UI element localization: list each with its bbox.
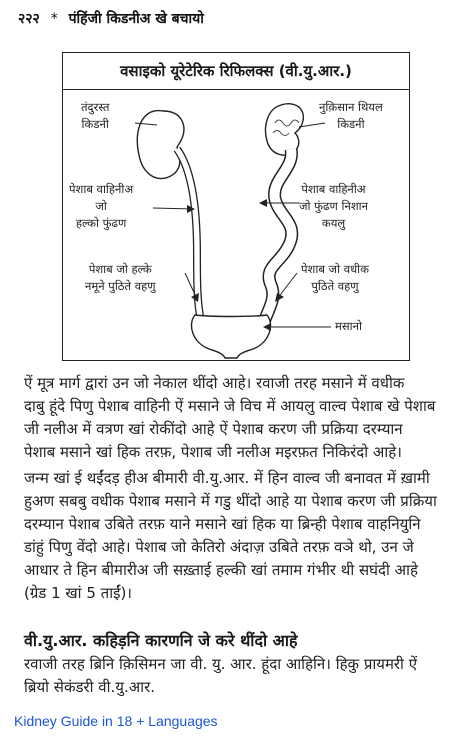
label-reflux-severe: पेशाब जो वधीक पुठिते वहणु	[301, 262, 369, 293]
header-separator: *	[50, 11, 58, 27]
section-heading: वी.यु.आर. कहिड़नि कारणनि जे करे थींदो आहे	[24, 631, 298, 650]
figure-title: वसाइको यूरेटेरिक रिफिलक्स (वी.यु.आर.)	[63, 53, 409, 90]
bladder-shape	[191, 315, 270, 358]
damaged-kidney-shape	[266, 104, 304, 155]
label-reflux-mild: पेशाब जो हल्के नमूने पुठिते वहणु	[85, 262, 156, 293]
book-title: पंहिंजी किडनीअ खे बचायो	[68, 11, 204, 27]
label-ureter-thin: पेशाब वाहिनीअ जो हल्को फुंढण	[69, 182, 134, 230]
label-damaged-kidney: नुक़िसान थियल किडनी	[319, 100, 383, 131]
running-header	[18, 9, 204, 28]
page-number: २२२	[18, 11, 40, 27]
label-ureter-swollen: पेशाब वाहिनीअ जो फुंढण निशान कयलु	[299, 182, 369, 230]
paragraph-2: जन्म खां ई थईंदड़ हीअ बीमारी वी.यु.आर. में हिन वाल्व जी बनावत में ख़ामी हुअण सबबु वधीक पेशाब मसाने में गडु थींदो आहे या पेशाब करण जी प्रक्रिया दरम्यान पेशाब उबिते तरफ़ याने मसाने खां हिक या ब्रिन्ही पेशाब वाहनियुनि डांहुं पिणु वेंदो आहे। पेशाब जो केतिरो अंदाज़ उबिते तरफ़ वञे थो, उन जे आधार ते हिन बीमारीअ जी सख़्ताई हल्की खां तमाम गंभीर थी सघंदी आहे (ग्रेड 1 खां 5 ताईं)।	[24, 469, 437, 602]
paragraph-3: रवाजी तरह ब्रिनि क़िसिमन जा वी. यु. आर. हूंदा आहिनि। हिकु प्रायमरी ऐं ब्रियो सेकंडरी वी.यु.आर.	[24, 655, 418, 696]
label-healthy-kidney: तंदुरस्त किडनी	[81, 100, 110, 131]
label-bladder: मसानो	[335, 319, 362, 333]
paragraph-1: ऐं मूत्र मार्ग द्वारां उन जो नेकाल थींदो आहे। रवाजी तरह मसाने में वधीक दाबु हूंदे पिणु पेशाब वाहिनी ऐं मसाने जे विच में आयलु वाल्व पेशाब खे पेशाब जी नलीअ में वत्रण खां रोकींदो आहे ऐं पेशाब करण जी प्रक्रिया दरम्यान पेशाब मसाने खां हिक तरफ़, पेशाब जी नलीअ मइरफ़त निकिरंदो आहे।	[24, 374, 436, 461]
vur-figure	[62, 52, 410, 361]
healthy-kidney-shape	[137, 111, 184, 179]
footer-link[interactable]: Kidney Guide in 18 + Languages	[14, 713, 218, 729]
